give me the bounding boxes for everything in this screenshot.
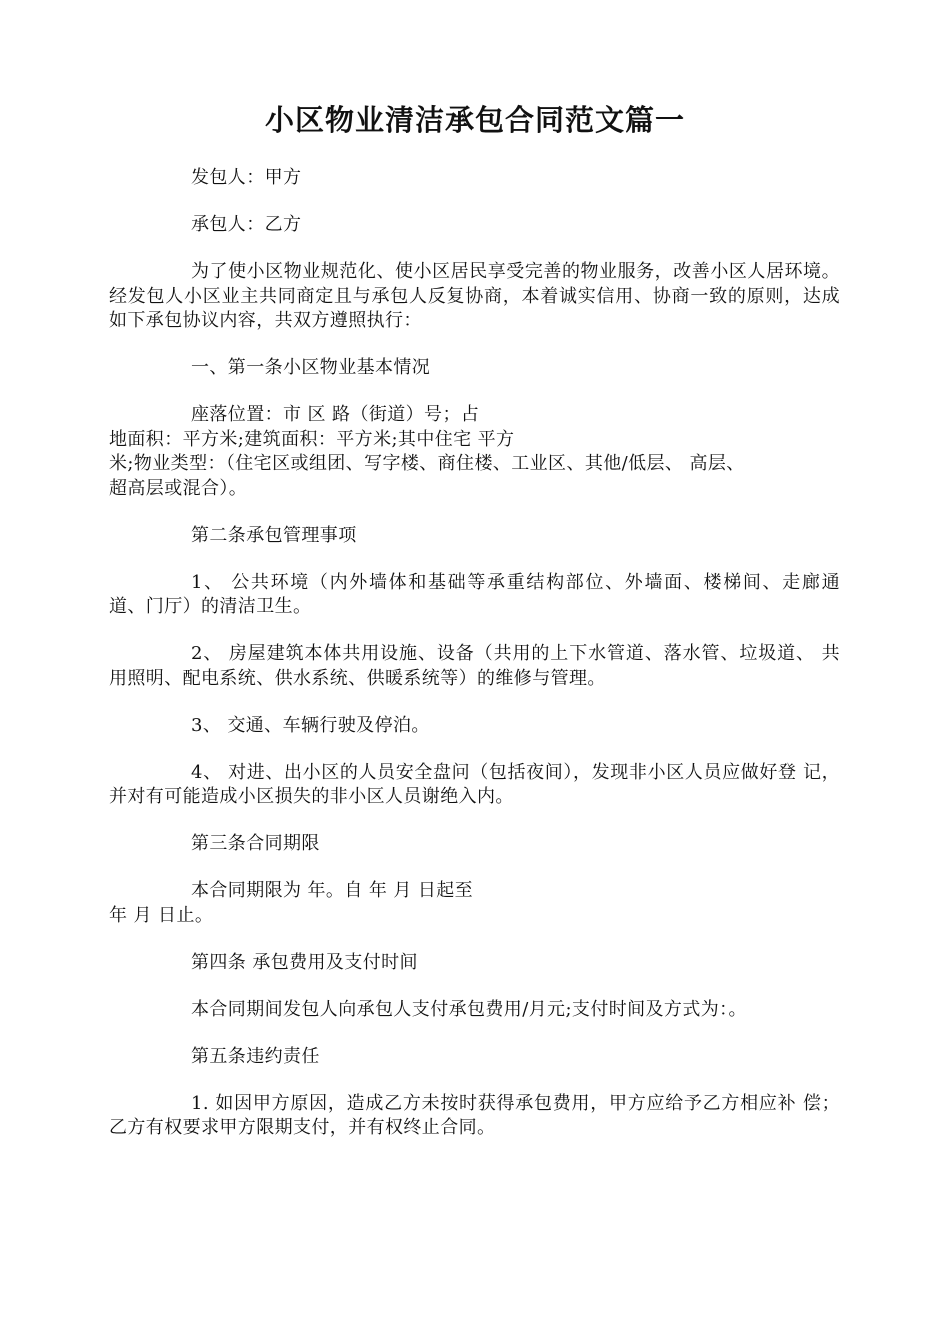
document-body [109,166,840,1163]
paragraph-article-one: 一、第一条小区物业基本情况 [191,357,431,378]
property-info-line [109,403,840,428]
paragraph-breach-1: 1. 如因甲方原因，造成乙方未按时获得承包费用，甲方应给予乙方相应补 偿；乙方有权要求甲方限期支付，并有权终止合同。 [109,1092,840,1138]
term-line [109,879,840,904]
term-line: 年 月 日止。 [109,904,214,926]
property-info-line: 超高层或混合）。 [109,477,248,499]
document-title: 小区物业清洁承包合同范文篇一 [264,103,685,137]
paragraph-contractor: 承包人：乙方 [191,214,302,235]
paragraph-article-three: 第三条合同期限 [191,833,320,854]
paragraph-item-1: 1、 公共环境（内外墙体和基础等承重结构部位、外墙面、楼梯间、走廊通 道、门厅）的清洁卫生。 [109,571,840,617]
term-text: 本合同期限为 年。自 年 月 日起至 [191,880,474,901]
paragraph-term [109,879,840,928]
paragraph-issuer: 发包人：甲方 [191,167,302,188]
property-info-line: 米;物业类型：（住宅区或组团、写字楼、商住楼、工业区、其他/低层、 高层、 [109,453,745,474]
property-info-text: 座落位置：市 区 路（街道）号；占 [191,404,480,425]
paragraph-item-4: 4、 对进、出小区的人员安全盘问（包括夜间），发现非小区人员应做好登 记，并对有可能造成小区损失的非小区人员谢绝入内。 [109,761,840,807]
paragraph-article-five: 第五条违约责任 [191,1045,320,1067]
paragraph-property-info [109,403,840,501]
paragraph-article-four: 第四条 承包费用及支付时间 [191,951,418,973]
paragraph-payment: 本合同期间发包人向承包人支付承包费用/月元;支付时间及方式为：。 [191,998,747,1020]
property-info-line: 地面积：平方米;建筑面积：平方米;其中住宅 平方 [109,428,515,450]
paragraph-article-two: 第二条承包管理事项 [191,524,357,546]
paragraph-item-2: 2、 房屋建筑本体共用设施、设备（共用的上下水管道、落水管、垃圾道、 共用照明、配电系统、供水系统、供暖系统等）的维修与管理。 [109,643,840,689]
paragraph-preamble: 为了使小区物业规范化、使小区居民享受完善的物业服务，改善小区人居环境。经发包人小区业主共同商定且与承包人反复协商，本着诚实信用、协商一致的原则，达成如下承包协议内容，共双方遵照执行： [109,261,840,331]
paragraph-item-3: 3、 交通、车辆行驶及停泊。 [191,714,430,736]
